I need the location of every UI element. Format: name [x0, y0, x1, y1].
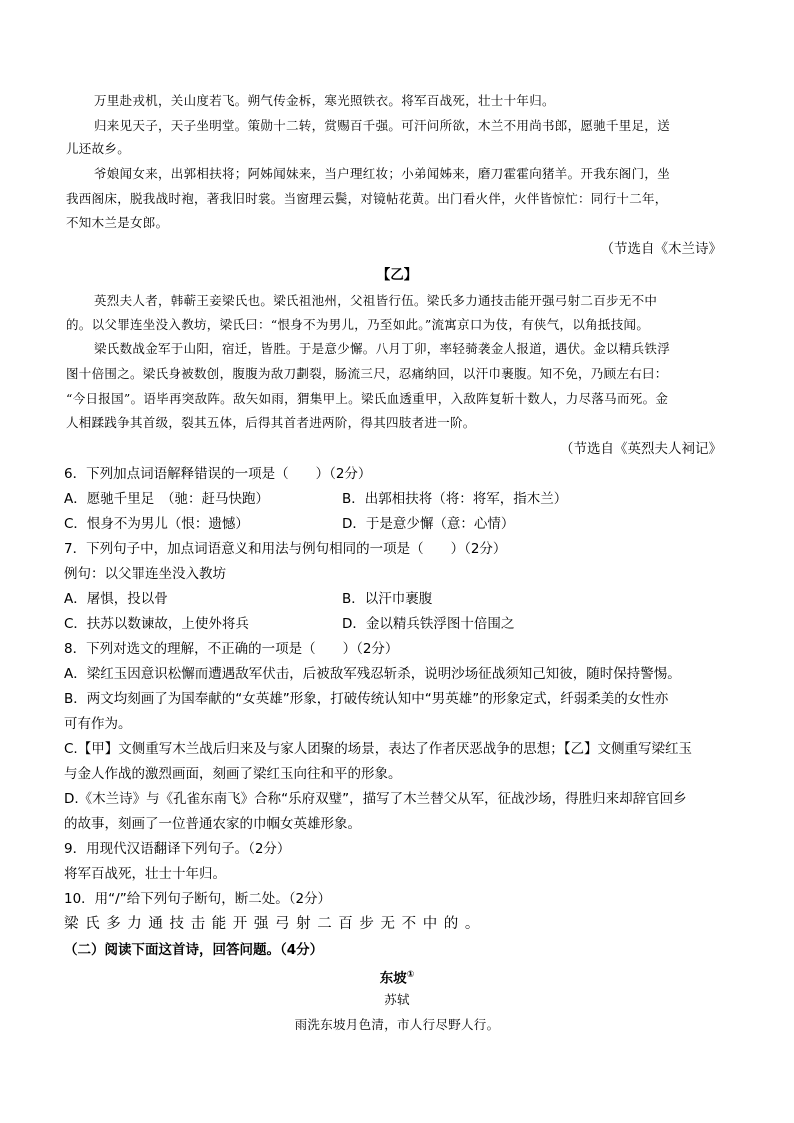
q8-stem: 8．下列对选文的理解，不正确的一项是（ ）（2分）	[64, 641, 399, 657]
yi-heading: 【乙】	[376, 267, 418, 283]
jia-line-3: 儿还故乡。	[66, 141, 131, 156]
q6-option-c: C．恨身不为男儿（恨：遗憾）	[64, 516, 249, 532]
jia-source: （节选自《木兰诗》	[600, 241, 722, 257]
q8-option-a: A．梁红玉因意识松懈而遭遇敌军伏击，后被敌军残忍斩杀，说明沙场征战须知己知彼，随时保持警惕。	[64, 666, 681, 682]
q8-option-b-line2: 可有作为。	[64, 716, 132, 732]
poem-line-1: 雨洗东坡月色清，市人行尽野人行。	[294, 1017, 500, 1032]
jia-line-4: 爷娘闻女来，出郭相扶将；阿姊闻妹来，当户理红妆；小弟闻姊来，磨刀霍霍向猪羊。开我东阁门，坐	[94, 166, 671, 181]
q6-option-b: B．出郭相扶将（将：将军，指木兰）	[342, 491, 568, 507]
q7-stem: 7．下列句子中，加点词语意义和用法与例句相同的一项是（ ）（2分）	[64, 541, 507, 557]
q8-option-d-line2: 的故事，刻画了一位普通农家的巾帼女英雄形象。	[64, 816, 361, 832]
yi-line-5: “今日报国”。语毕再突敌阵。敌矢如雨，猬集甲上。梁氏血透重甲，入敌阵复斩十数人，力尽落马而死。金	[66, 391, 669, 406]
q7-option-c: C．扶苏以数谏故，上使外将兵	[64, 616, 249, 632]
yi-line-4: 图十倍围之。梁氏身被数创，腹腹为敌刀劃裂，肠流三尺，忍痛纳回，以汗巾裹腹。知不免，乃顾左右曰：	[66, 366, 668, 381]
q10-stem: 10．用“/”给下列句子断句，断二处。（2分）	[64, 891, 332, 907]
q8-option-b-line1: B．两文均刻画了为国奉献的“女英雄”形象，打破传统认知中“男英雄”的形象定式，纤弱柔美的女性亦	[64, 691, 669, 707]
q8-option-d-line1: D.《木兰诗》与《孔雀东南飞》合称“乐府双璧”，描写了木兰替父从军，征战沙场，得胜归来却辞官回乡	[64, 791, 687, 807]
q10-sentence: 梁氏多力通技击能开强弓射二百步无不中的。	[64, 916, 486, 932]
jia-line-5: 我西阁床，脱我战时袍，著我旧时裳。当窗理云鬓，对镜帖花黄。出门看火伴，火伴皆惊忙：同行十二年，	[66, 191, 668, 206]
poem-title-text: 东坡	[379, 970, 407, 987]
q7-option-a: A．屠惧，投以骨	[64, 591, 168, 607]
yi-source: （节选自《英烈夫人祠记》	[560, 441, 722, 457]
jia-line-2: 归来见天子，天子坐明堂。策勋十二转，赏赐百千强。可汗问所欲，木兰不用尚书郎，愿驰千里足，送	[94, 118, 671, 133]
q7-option-b: B．以汗巾裹腹	[342, 591, 433, 607]
section2-heading: （二）阅读下面这首诗，回答问题。（4分）	[64, 942, 324, 958]
yi-line-3: 梁氏数战金军于山阳，宿迁，皆胜。于是意少懈。八月丁卯，率轻骑袭金人报道，遇伏。金以精兵铁浮	[94, 341, 671, 356]
jia-line-6: 不知木兰是女郎。	[66, 215, 169, 230]
q8-option-c-line1: C.【甲】文侧重写木兰战后归来及与家人团聚的场景，表达了作者厌恶战争的思想；【乙】文侧重写梁红玉	[64, 741, 692, 757]
yi-line-2: 的。以父罪连坐没入教坊，梁氏曰：“恨身不为男儿，乃至如此。”流寓京口为伎，有侠气，以角抵技闻。	[66, 317, 650, 332]
poem-author: 苏轼	[384, 992, 410, 1007]
yi-line-1: 英烈夫人者，韩蕲王妾梁氏也。梁氏祖池州，父祖皆行伍。梁氏多力通技击能开强弓射二百步无不中	[94, 293, 658, 308]
poem-title	[0, 966, 794, 988]
jia-line-1: 万里赴戎机，关山度若飞。朔气传金柝，寒光照铁衣。将军百战死，壮士十年归。	[94, 93, 555, 108]
q6-option-a: A．愿驰千里足 （驰：赶马快跑）	[64, 491, 269, 507]
q7-example: 例句：以父罪连坐没入教坊	[64, 566, 226, 582]
q6-option-d: D．于是意少懈（意：心情）	[342, 516, 515, 532]
q7-option-d: D．金以精兵铁浮图十倍围之	[342, 616, 515, 632]
poem-footnote-mark: ①	[406, 970, 415, 980]
q9-stem: 9．用现代汉语翻译下列句子。（2分）	[64, 841, 291, 857]
q9-sentence: 将军百战死，壮士十年归。	[64, 866, 226, 882]
q6-stem: 6．下列加点词语解释错误的一项是（ ）（2分）	[64, 466, 372, 482]
yi-line-6: 人相蹂践争其首级，裂其五体，后得其首者进两阶，得其四肢者进一阶。	[66, 415, 476, 430]
q8-option-c-line2: 与金人作战的激烈画面，刻画了梁红玉向往和平的形象。	[64, 766, 402, 782]
